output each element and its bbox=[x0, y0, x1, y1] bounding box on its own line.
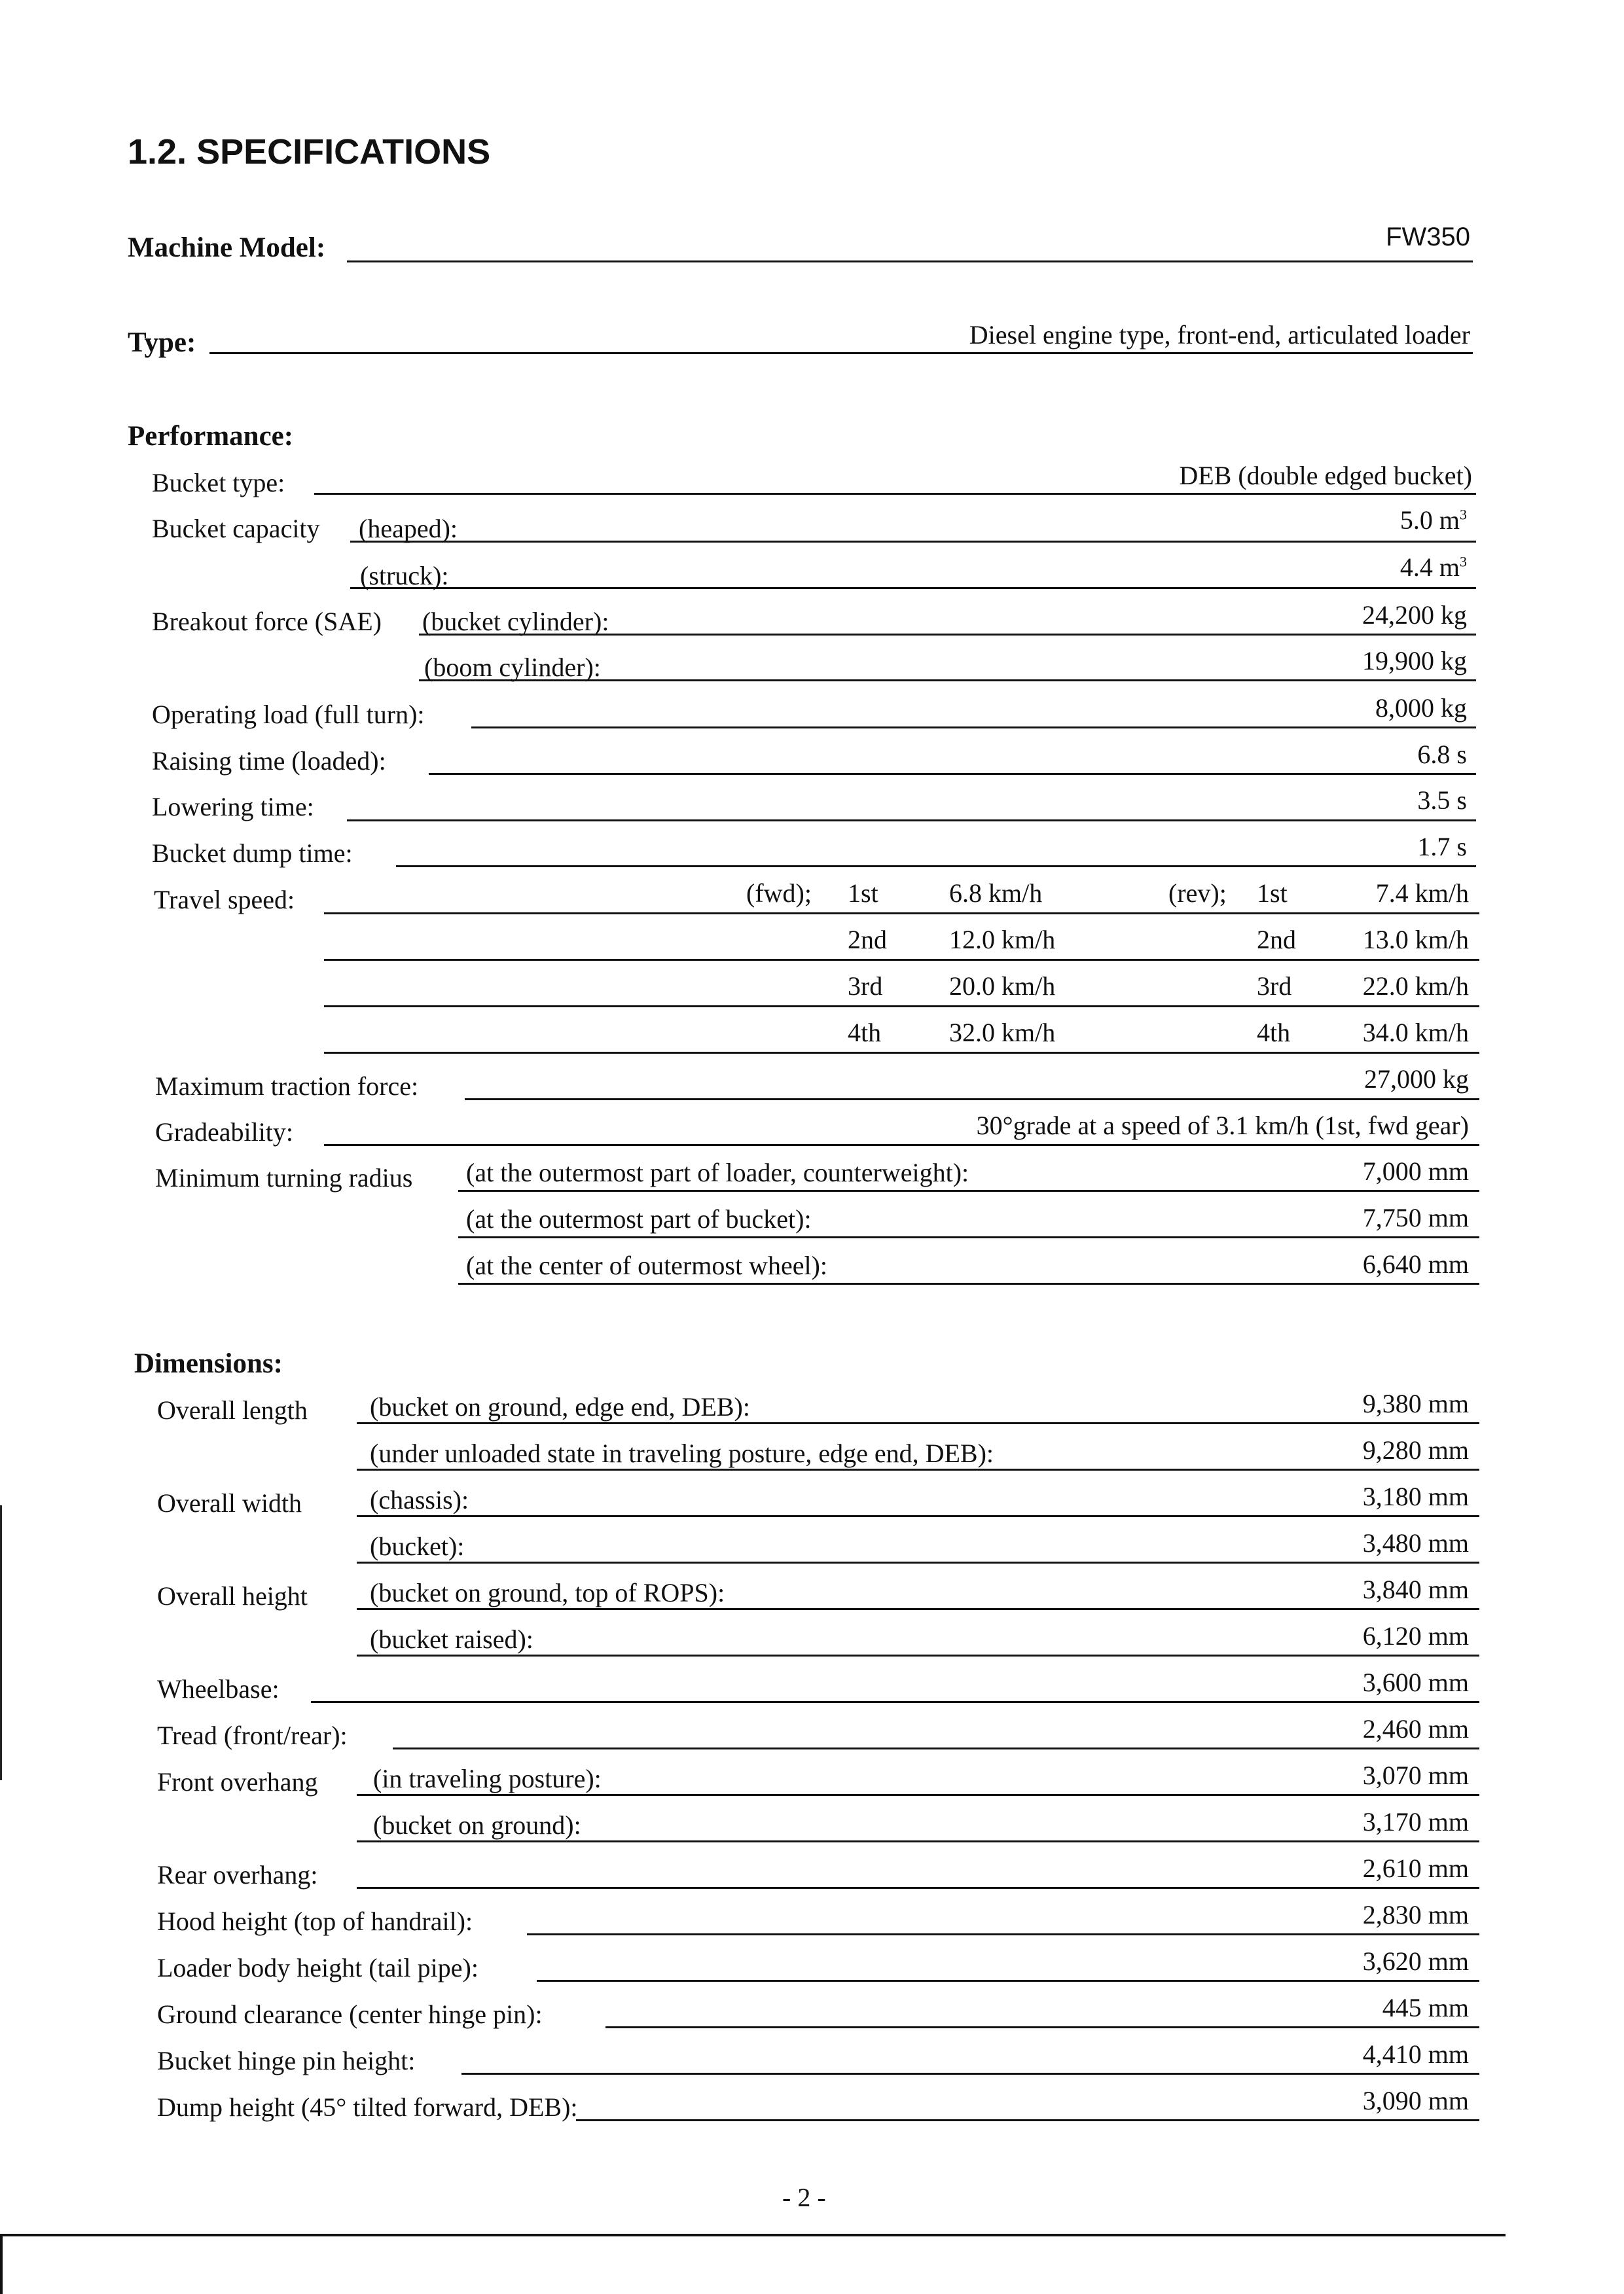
operating-load-label: Operating load (full turn): bbox=[152, 700, 425, 729]
lowering-time-label: Lowering time: bbox=[152, 792, 314, 821]
travel-speed-gear-rev-2: 2nd bbox=[1257, 925, 1296, 954]
travel-speed-rev-label: (rev); bbox=[1168, 878, 1227, 908]
dimensions-heading: Dimensions: bbox=[134, 1348, 283, 1379]
wheelbase-value: 3,600 mm bbox=[1362, 1668, 1469, 1697]
bucket-hinge-pin-height-rule bbox=[461, 2073, 1479, 2075]
bucket-capacity-heaped-value: 5.0 $m^3$ bbox=[1399, 505, 1467, 535]
travel-speed-label: Travel speed: bbox=[154, 885, 295, 914]
performance-heading: Performance: bbox=[128, 421, 294, 452]
travel-speed-gear-fwd-2: 2nd bbox=[848, 925, 887, 954]
travel-speed-fwd-4: 32.0 km/h bbox=[949, 1018, 1056, 1047]
tread-label: Tread (front/rear): bbox=[157, 1721, 348, 1750]
breakout-bucket-cylinder-label: (bucket cylinder): bbox=[422, 607, 609, 636]
overall-length-item-2-value: 9,280 mm bbox=[1362, 1435, 1469, 1465]
bucket-capacity-struck-value: 4.4 $m^3$ bbox=[1399, 552, 1467, 582]
turning-radius-item-2-rule bbox=[458, 1236, 1479, 1238]
gradeability-value: 30°grade at a speed of 3.1 km/h (1st, fwd gear) bbox=[976, 1111, 1469, 1140]
unit-superscript: 3 bbox=[1460, 553, 1467, 570]
travel-speed-gear-rev-3: 3rd bbox=[1257, 971, 1292, 1001]
page-number: - 2 - bbox=[782, 2183, 826, 2212]
travel-speed-fwd-label: (fwd); bbox=[746, 878, 812, 908]
scan-edge-bottom bbox=[0, 2234, 1506, 2236]
breakout-bucket-cylinder-value: 24,200 kg bbox=[1362, 600, 1467, 630]
hood-height-label: Hood height (top of handrail): bbox=[157, 1907, 473, 1936]
loader-body-height-label: Loader body height (tail pipe): bbox=[157, 1953, 478, 1982]
overall-width-item-1-value: 3,180 mm bbox=[1362, 1482, 1469, 1511]
gradeability-rule bbox=[324, 1144, 1479, 1146]
travel-speed-gear-fwd-4: 4th bbox=[848, 1018, 882, 1047]
operating-load-value: 8,000 kg bbox=[1375, 693, 1467, 723]
operating-load-rule bbox=[471, 726, 1476, 728]
overall-height-item-1-value: 3,840 mm bbox=[1362, 1575, 1469, 1604]
overall-width-label: Overall width bbox=[157, 1488, 302, 1518]
breakout-boom-cylinder-rule bbox=[419, 679, 1476, 681]
bucket-capacity-heaped-label: (heaped): bbox=[359, 514, 458, 543]
loader-body-height-value: 3,620 mm bbox=[1362, 1946, 1469, 1976]
bucket-hinge-pin-height-value: 4,410 mm bbox=[1362, 2039, 1469, 2069]
bucket-type-value: DEB (double edged bucket) bbox=[1179, 461, 1472, 490]
wheelbase-rule bbox=[311, 1701, 1479, 1703]
overall-width-item-1-label: (chassis): bbox=[370, 1485, 469, 1514]
type-rule bbox=[209, 352, 1473, 354]
breakout-boom-cylinder-label: (boom cylinder): bbox=[424, 653, 601, 682]
rear-overhang-rule bbox=[357, 1887, 1479, 1889]
overall-height-item-1-rule bbox=[357, 1608, 1479, 1610]
rear-overhang-value: 2,610 mm bbox=[1362, 1854, 1469, 1883]
gradeability-label: Gradeability: bbox=[155, 1117, 294, 1147]
unit-superscript: 3 bbox=[1460, 506, 1467, 523]
bucket-type-label: Bucket type: bbox=[152, 468, 285, 497]
machine-model-value: FW350 bbox=[1386, 223, 1470, 251]
page-title: 1.2. SPECIFICATIONS bbox=[128, 132, 491, 171]
bucket-hinge-pin-height-label: Bucket hinge pin height: bbox=[157, 2046, 416, 2075]
front-overhang-label: Front overhang bbox=[157, 1767, 318, 1797]
raising-time-rule bbox=[429, 773, 1476, 775]
turning-radius-item-2-value: 7,750 mm bbox=[1362, 1203, 1469, 1232]
bucket-capacity-struck-label: (struck): bbox=[360, 561, 449, 590]
raising-time-value: 6.8 s bbox=[1417, 740, 1467, 769]
overall-height-item-2-label: (bucket raised): bbox=[370, 1624, 533, 1654]
overall-height-item-2-rule bbox=[357, 1655, 1479, 1657]
breakout-force-label: Breakout force (SAE) bbox=[152, 607, 382, 636]
travel-speed-fwd-1: 6.8 km/h bbox=[949, 878, 1043, 908]
travel-speed-rule-2 bbox=[324, 959, 1479, 961]
loader-body-height-rule bbox=[537, 1980, 1479, 1982]
bucket-dump-time-rule bbox=[396, 865, 1476, 867]
travel-speed-gear-fwd-1: 1st bbox=[848, 878, 878, 908]
travel-speed-rev-2: 13.0 km/h bbox=[1362, 925, 1469, 954]
ground-clearance-rule bbox=[605, 2026, 1479, 2028]
travel-speed-rev-4: 34.0 km/h bbox=[1362, 1018, 1469, 1047]
travel-speed-rev-3: 22.0 km/h bbox=[1362, 971, 1469, 1001]
overall-height-label: Overall height bbox=[157, 1581, 308, 1611]
overall-height-item-2-value: 6,120 mm bbox=[1362, 1621, 1469, 1651]
overall-height-item-1-label: (bucket on ground, top of ROPS): bbox=[370, 1578, 725, 1607]
travel-speed-gear-rev-1: 1st bbox=[1257, 878, 1288, 908]
tread-rule bbox=[393, 1747, 1479, 1749]
turning-radius-item-1-value: 7,000 mm bbox=[1362, 1156, 1469, 1186]
bucket-dump-time-value: 1.7 s bbox=[1417, 832, 1467, 861]
bucket-dump-time-label: Bucket dump time: bbox=[152, 838, 353, 868]
scan-edge-corner bbox=[0, 2234, 3, 2294]
lowering-time-rule bbox=[347, 819, 1476, 821]
travel-speed-rule-3 bbox=[324, 1005, 1479, 1007]
front-overhang-item-2-value: 3,170 mm bbox=[1362, 1807, 1469, 1837]
type-value: Diesel engine type, front-end, articulated loader bbox=[969, 320, 1470, 349]
hood-height-value: 2,830 mm bbox=[1362, 1900, 1469, 1929]
rear-overhang-label: Rear overhang: bbox=[157, 1860, 318, 1890]
turning-radius-item-1-rule bbox=[458, 1190, 1479, 1192]
machine-model-label: Machine Model: bbox=[128, 232, 326, 263]
travel-speed-rev-1: 7.4 km/h bbox=[1375, 878, 1469, 908]
overall-width-item-2-value: 3,480 mm bbox=[1362, 1528, 1469, 1558]
overall-length-item-2-rule bbox=[357, 1469, 1479, 1471]
lowering-time-value: 3.5 s bbox=[1417, 785, 1467, 815]
overall-length-item-2-label: (under unloaded state in traveling posture, edge end, DEB): bbox=[370, 1439, 994, 1468]
max-traction-value: 27,000 kg bbox=[1364, 1064, 1469, 1094]
overall-length-item-1-rule bbox=[357, 1422, 1479, 1424]
max-traction-label: Maximum traction force: bbox=[155, 1071, 419, 1101]
bucket-type-rule bbox=[314, 493, 1476, 495]
overall-length-item-1-label: (bucket on ground, edge end, DEB): bbox=[370, 1392, 750, 1422]
overall-length-item-1-value: 9,380 mm bbox=[1362, 1389, 1469, 1418]
max-traction-rule bbox=[465, 1098, 1479, 1100]
scan-edge-left bbox=[0, 1505, 2, 1780]
bucket-capacity-heaped-rule bbox=[350, 541, 1476, 543]
type-label: Type: bbox=[128, 327, 196, 358]
turning-radius-item-3-label: (at the center of outermost wheel): bbox=[466, 1251, 827, 1280]
overall-length-label: Overall length bbox=[157, 1395, 308, 1425]
overall-width-item-1-rule bbox=[357, 1515, 1479, 1517]
turning-radius-item-3-value: 6,640 mm bbox=[1362, 1249, 1469, 1279]
bucket-capacity-label: Bucket capacity bbox=[152, 514, 320, 543]
travel-speed-fwd-2: 12.0 km/h bbox=[949, 925, 1056, 954]
breakout-bucket-cylinder-rule bbox=[419, 634, 1476, 636]
front-overhang-item-2-rule bbox=[357, 1840, 1479, 1842]
front-overhang-item-1-value: 3,070 mm bbox=[1362, 1761, 1469, 1790]
raising-time-label: Raising time (loaded): bbox=[152, 746, 386, 776]
front-overhang-item-2-label: (bucket on ground): bbox=[373, 1810, 581, 1840]
bucket-capacity-struck-rule bbox=[350, 587, 1476, 589]
dump-height-value: 3,090 mm bbox=[1362, 2086, 1469, 2115]
travel-speed-rule-1 bbox=[324, 912, 1479, 914]
breakout-boom-cylinder-value: 19,900 kg bbox=[1362, 646, 1467, 675]
min-turning-radius-label: Minimum turning radius bbox=[155, 1163, 413, 1192]
wheelbase-label: Wheelbase: bbox=[157, 1674, 280, 1704]
travel-speed-gear-fwd-3: 3rd bbox=[848, 971, 883, 1001]
ground-clearance-value: 445 mm bbox=[1382, 1993, 1469, 2022]
hood-height-rule bbox=[527, 1933, 1479, 1935]
travel-speed-fwd-3: 20.0 km/h bbox=[949, 971, 1056, 1001]
dump-height-label: Dump height (45° tilted forward, DEB): bbox=[157, 2092, 578, 2122]
turning-radius-item-2-label: (at the outermost part of bucket): bbox=[466, 1204, 812, 1234]
travel-speed-gear-rev-4: 4th bbox=[1257, 1018, 1291, 1047]
front-overhang-item-1-label: (in traveling posture): bbox=[373, 1764, 602, 1793]
turning-radius-item-1-label: (at the outermost part of loader, counterweight): bbox=[466, 1158, 969, 1187]
machine-model-rule bbox=[347, 260, 1473, 262]
ground-clearance-label: Ground clearance (center hinge pin): bbox=[157, 1999, 543, 2029]
dump-height-rule bbox=[576, 2119, 1479, 2121]
turning-radius-item-3-rule bbox=[458, 1283, 1479, 1285]
overall-width-item-2-label: (bucket): bbox=[370, 1532, 465, 1561]
front-overhang-item-1-rule bbox=[357, 1794, 1479, 1796]
travel-speed-rule-4 bbox=[324, 1052, 1479, 1054]
tread-value: 2,460 mm bbox=[1362, 1714, 1469, 1744]
overall-width-item-2-rule bbox=[357, 1562, 1479, 1564]
